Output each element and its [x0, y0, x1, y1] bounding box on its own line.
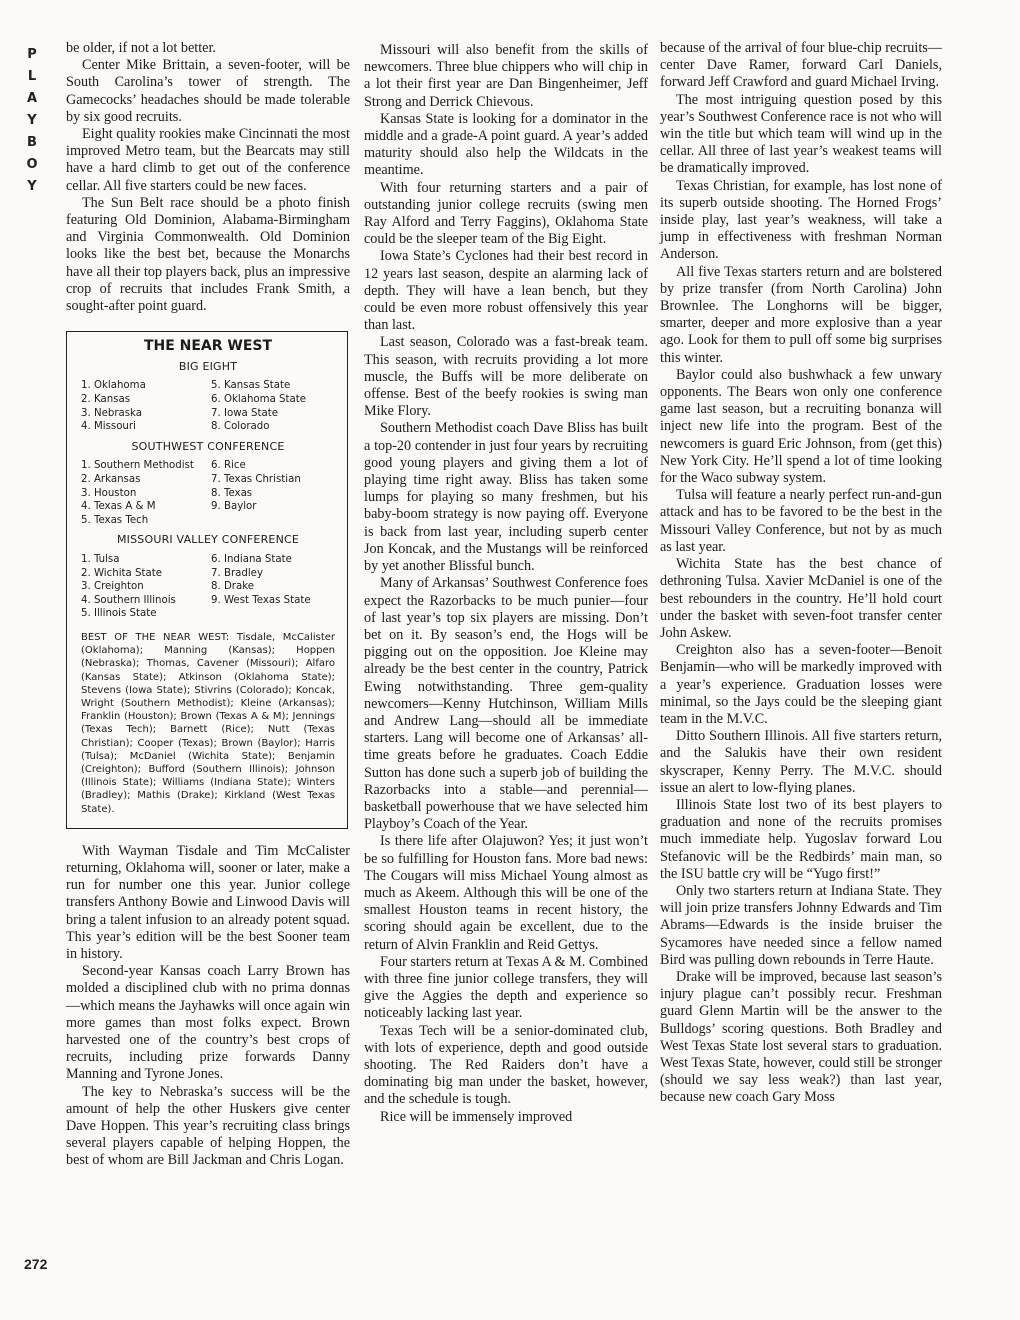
column-1-bottom-text — [66, 843, 350, 1170]
ranking-entry: 3. Houston — [81, 487, 137, 499]
article-paragraph: Is there life after Olajuwon? Yes; it just won’t be so fulfilling for Houston fans. More bad news: The Cougars will miss Michael Young almost as much as Akeem. Although this will be one of the smallest Houston teams in recent history, the scoring should again be excellent, due to the return of Alvin Franklin and Reid Gettys. — [364, 833, 648, 953]
ranking-entry: 2. Kansas — [81, 394, 131, 406]
side-title-letter: L — [27, 69, 37, 84]
ranking-entry: 8. Drake — [211, 581, 255, 593]
article-paragraph: Iowa State’s Cyclones had their best record in 12 years last season, despite an alarming lack of depth. They will have a lean bench, but they could be even more robust offensively this year than last. — [364, 248, 648, 334]
article-paragraph: The key to Nebraska’s success will be the amount of help the other Huskers give center Dave Hoppen. This year’s recruiting class brings several players capable of helping Hoppen, the best of whom are Bill Jackman and Chris Logan. — [66, 1083, 350, 1169]
article-paragraph: Eight quality rookies make Cincinnati the most improved Metro team, but the Bearcats may still have a hard climb to get out of the conference cellar. All five starters could be new faces. — [66, 126, 350, 194]
article-paragraph: be older, if not a lot better. — [66, 40, 216, 56]
article-paragraph: Rice will be immensely improved — [380, 1108, 573, 1125]
ranking-entry: 5. Texas Tech — [81, 514, 149, 526]
side-title-letter: A — [26, 91, 38, 106]
article-column-1 — [66, 40, 350, 1170]
article-paragraph: Creighton also has a seven-footer—Benoit Benjamin—who will be markedly improved with a year’s experience. Graduation losses were minimal, so the Jays could be the sleeping giant team in the M.V.C. — [660, 642, 942, 727]
article-paragraph: Baylor could also bushwhack a few unwary opponents. The Bears won only one conference game last season, but a recruiting bonanza will inject new life into the program. Best of the newcomers is guard Eric Johnson, from (get this) New York City. He’ll spend a lot of time looking for the Waco subway system. — [660, 366, 942, 487]
ranking-entry — [211, 514, 335, 528]
article-paragraph: The most intriguing question posed by this year’s Southwest Conference race is not who will win the title but which team will wind up in the cellar. All three of last year’s weakest teams will be dramatically improved. — [660, 91, 942, 177]
sidebar-title: THE NEAR WEST — [143, 338, 273, 355]
ranking-entry: 2. Arkansas — [81, 474, 141, 485]
article-paragraph: Illinois State lost two of its best players to graduation and none of the recruits promises much immediate help. Yugoslav forward Lou Stefanovic will be the Redbirds’ main man, so the ISU battle cry will be “Yugo first!” — [660, 796, 942, 882]
ranking-entry: 7. Texas Christian — [211, 474, 301, 485]
best-of-near-west: BEST OF THE NEAR WEST: Tisdale, McCalister (Oklahoma); Manning (Kansas); Hoppen (Nebraska); Thomas, Cavener (Missouri); Alfaro (Kansas State); Atkinson (Oklahoma State); Stevens (Iowa State); Stivrins (Colorado); Koncak, Wright (Southern Methodist); Kleine (Arkansas); Franklin (Houston); Brown (Texas A & M); Jennings (Texas Tech); Barnett (Rice); Nutt (Texas Christian); Cooper (Texas); Brown (Baylor); Harris (Tulsa); McDaniel (Wichita State); Benjamin (Creighton); Bufford (Southern Illinois); Johnson (Illinois State); Williams (Indiana State); Winters (Bradley); Mathis (Drake); Kirkland (West Texas State). — [81, 631, 335, 815]
ranking-entry: 6. Oklahoma State — [211, 394, 307, 406]
ranking-entry: 8. Texas — [211, 487, 253, 499]
side-title-letter: B — [27, 135, 37, 150]
conference-name: SOUTHWEST CONFERENCE — [131, 439, 285, 453]
article-paragraph: Missouri will also benefit from the skills of newcomers. Three blue chippers who will chip in a lot their first year are Dan Bingenheimer, Jeff Strong and Derrick Chievous. — [364, 42, 648, 110]
ranking-entry: 6. Indiana State — [211, 553, 292, 565]
side-title-letter: Y — [27, 179, 37, 194]
article-paragraph: All five Texas starters return and are bolstered by prize transfer (from North Carolina) John Brownlee. The Longhorns will be bigger, smarter, deeper and more explosive than a year ago. Look for them to pull off some big surprises this winter. — [660, 263, 942, 366]
ranking-entry: 9. Baylor — [211, 501, 257, 513]
article-column-3 — [660, 40, 942, 1107]
ranking-entry: 2. Wichita State — [81, 567, 162, 579]
column-1-top-text — [66, 40, 350, 315]
side-title-letter: O — [26, 157, 38, 172]
article-paragraph: Ditto Southern Illinois. All five starters return, and the Salukis have their own resident skyscraper, Kenny Perry. The M.V.C. should issue an alert to low-flying planes. — [660, 728, 942, 796]
ranking-entry: 6. Rice — [211, 460, 246, 472]
ranking-entry: 7. Bradley — [211, 567, 263, 579]
article-paragraph: Texas Tech will be a senior-dominated club, with lots of experience, depth and good outside shooting. The Red Raiders don’t have a dominating big man under the basket, however, and the schedule is tough. — [364, 1022, 648, 1108]
article-paragraph: Center Mike Brittain, a seven-footer, will be South Carolina’s tower of strength. The Gamecocks’ headaches should be made tolerable by six good recruits. — [66, 57, 350, 125]
article-paragraph: The Sun Belt race should be a photo finish featuring Old Dominion, Alabama-Birmingham and Virginia Commonwealth. Old Dominion looks like the best bet, because the Monarchs have all their top players back, plus an impressive crop of recruits that includes Frank Smith, a sought-after point guard. — [66, 194, 350, 315]
conference-rankings — [81, 360, 335, 621]
ranking-entry: 4. Texas A & M — [81, 501, 156, 513]
conference-ranking-list — [81, 379, 335, 433]
near-west-sidebar — [66, 331, 348, 829]
conference-name: MISSOURI VALLEY CONFERENCE — [116, 533, 300, 547]
side-title-letter: Y — [27, 113, 37, 128]
ranking-entry: 8. Colorado — [211, 421, 270, 433]
article-paragraph: Texas Christian, for example, has lost none of its superb outside shooting. The Horned Frogs’ inside play, last year’s weakness, will take a jump in effectiveness with freshman Norman Anderson. — [660, 177, 942, 263]
ranking-entry — [211, 607, 335, 621]
ranking-entry: 1. Tulsa — [81, 553, 120, 565]
conference-ranking-list — [81, 553, 335, 621]
article-paragraph: Southern Methodist coach Dave Bliss has built a top-20 contender in just four years by recruiting good young players and giving them a lot of playing time right away. Bliss has taken some lumps for playing so many freshmen, but his baby-boom strategy is now paying off. Everyone is back from last year, including superb center Jon Koncak, and the Mustangs will be reinforced by yet another Blissful bunch. — [364, 420, 648, 575]
page-number: 272 — [24, 1256, 48, 1272]
ranking-entry: 4. Missouri — [81, 421, 136, 433]
ranking-entry: 3. Creighton — [81, 581, 144, 593]
conference-ranking-list — [81, 459, 335, 527]
ranking-entry: 1. Southern Methodist — [81, 460, 194, 472]
ranking-entry: 7. Iowa State — [211, 407, 278, 419]
article-paragraph: Kansas State is looking for a dominator in the middle and a grade-A point guard. A year’s added maturity should also help the Wildcats in the meantime. — [364, 110, 648, 179]
article-paragraph: Drake will be improved, because last season’s injury plague can’t possibly recur. Freshman guard Glenn Martin will be the answer to the Bulldogs’ scoring questions. Both Bradley and West Texas State lost several stars to graduation. West Texas State, however, could still be stronger (should we say less weak?) than last year, because new coach Gary Moss — [660, 968, 942, 1106]
ranking-entry: 5. Kansas State — [211, 380, 291, 392]
article-paragraph: Only two starters return at Indiana State. They will join prize transfers Johnny Edwards and Tim Abrams—Edwards is the inside bruiser the Sycamores have needed since a fellow named Bird was pulling down rebounds in Terre Haute. — [660, 882, 942, 968]
article-paragraph: because of the arrival of four blue-chip recruits—center Dave Ramer, forward Carl Daniels, forward Jeff Crawford and guard Michael Irving. — [660, 40, 942, 91]
conference-name: BIG EIGHT — [178, 359, 238, 373]
article-paragraph: Many of Arkansas’ Southwest Conference foes expect the Razorbacks to be much punier—four of last year’s top six players are missing. Don’t bet on it. By season’s end, the Hogs will be pigging out on the opposition. Joe Kleine may already be the best center in the country, Patrick Ewing notwithstanding. Three gem-quality newcomers—Kenny Hutchinson, William Mills and Andrew Lang—should all be immediate starters. Lang will become one of Arkansas’ all-time greats before he graduates. Coach Eddie Sutton has done such a superb job of building the Razorbacks into a stable—and perennial—basketball powerhouse that we have selected him Playboy’s Coach of the Year. — [364, 575, 648, 833]
article-column-2 — [364, 42, 648, 1126]
ranking-entry: 4. Southern Illinois — [81, 594, 176, 606]
ranking-entry: 9. West Texas State — [211, 594, 311, 606]
article-paragraph: Second-year Kansas coach Larry Brown has molded a disciplined club with no prima donnas—which means the Jayhawks will once again win more games than most folks expect. Brown harvested one of the country’s best crops of recruits, including prize forwards Danny Manning and Tyrone Jones. — [66, 963, 350, 1083]
ranking-entry: 5. Illinois State — [81, 608, 157, 620]
article-paragraph: Tulsa will feature a nearly perfect run-and-gun attack and has to be favored to be the best in the Missouri Valley Conference, but not by as much as last year. — [660, 487, 942, 555]
article-paragraph: Wichita State has the best chance of dethroning Tulsa. Xavier McDaniel is one of the best rebounders in the country. He’ll hold court under the basket with seven-foot transfer center John Askew. — [660, 556, 942, 641]
ranking-entry: 3. Nebraska — [81, 407, 143, 419]
article-paragraph: Four starters return at Texas A & M. Combined with three fine junior college transfers, they will give the Aggies the depth and experience so noticeably lacking last year. — [364, 953, 648, 1022]
article-paragraph: With four returning starters and a pair of outstanding junior college recruits (swing men Ray Alford and Terry Faggins), Oklahoma State could be the sleeper team of the Big Eight. — [364, 179, 648, 248]
magazine-side-title — [22, 44, 42, 198]
ranking-entry: 1. Oklahoma — [81, 380, 146, 392]
side-title-letter: P — [27, 47, 37, 62]
article-paragraph: With Wayman Tisdale and Tim McCalister returning, Oklahoma will, sooner or later, make a run for number one this year. Junior college transfers Anthony Bowie and Linwood Davis will bring a talent infusion to an already potent squad. This year’s edition will be the best Sooner team in history. — [66, 842, 350, 962]
article-paragraph: Last season, Colorado was a fast-break team. This season, with recruits providing a lot more muscle, the Buffs will be more deliberate on offense. Best of the beefy rookies is swing man Mike Flory. — [364, 334, 648, 420]
